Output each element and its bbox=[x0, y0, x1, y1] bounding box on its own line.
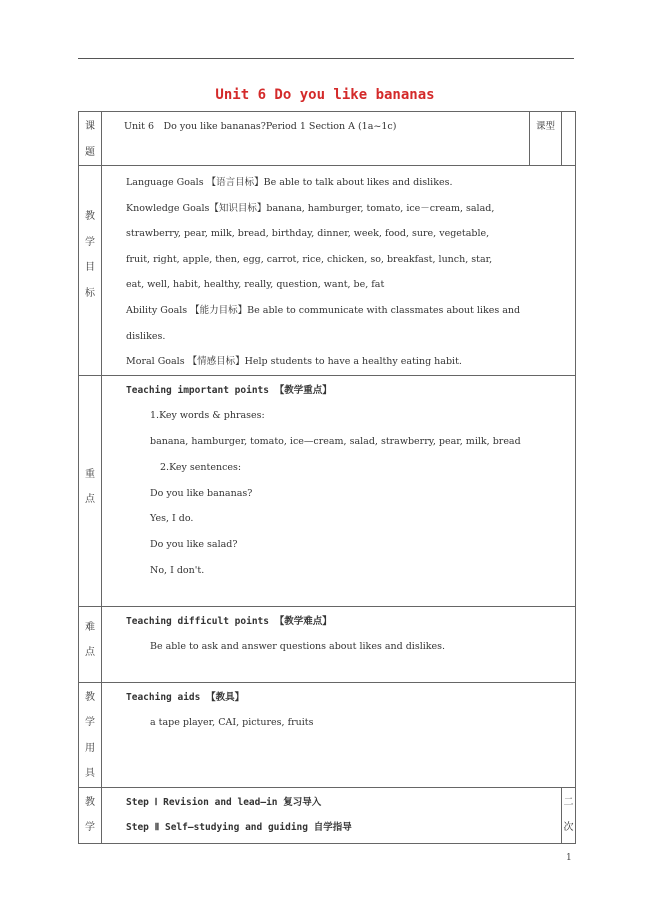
goal-line: Knowledge Goals【知识目标】banana, hamburger, tomato, ice－cream, salad, bbox=[126, 202, 495, 214]
goal-line: Language Goals 【语言目标】Be able to talk about likes and dislikes. bbox=[126, 177, 453, 188]
difficult-label-char: 点 bbox=[85, 647, 95, 659]
difficult-points-cell bbox=[102, 606, 576, 682]
topic-label-cell bbox=[79, 112, 102, 166]
difficult-label-cell bbox=[79, 606, 102, 682]
goal-line: Ability Goals 【能力目标】Be able to communicate with classmates about likes and bbox=[126, 304, 521, 316]
process-right-label-cell bbox=[562, 787, 576, 843]
process-step: Step Ⅰ Revision and lead—in 复习导入 bbox=[126, 796, 322, 808]
lesson-type-value-cell bbox=[562, 112, 576, 166]
goal-line: fruit, right, apple, then, egg, carrot, rice, chicken, so, breakfast, lunch, star, bbox=[126, 253, 493, 265]
aids-line: a tape player, CAI, pictures, fruits bbox=[150, 717, 314, 729]
process-right-label-char: 次 bbox=[563, 822, 574, 834]
aids-label-char: 教 bbox=[85, 691, 95, 703]
goals-label-char: 学 bbox=[85, 236, 95, 248]
process-row bbox=[79, 787, 576, 843]
process-steps-cell bbox=[102, 787, 562, 843]
goal-line: strawberry, pear, milk, bread, birthday, dinner, week, food, sure, vegetable, bbox=[126, 228, 490, 240]
process-label-cell bbox=[79, 787, 102, 843]
goals-label-char: 目 bbox=[85, 262, 95, 273]
aids-label-char: 具 bbox=[85, 768, 95, 780]
important-line: 1.Key words & phrases: bbox=[150, 410, 265, 422]
lesson-plan-table bbox=[78, 111, 576, 844]
important-line: No, I don't. bbox=[150, 564, 205, 576]
aids-label-cell bbox=[79, 682, 102, 787]
important-line: Yes, I do. bbox=[150, 513, 194, 525]
aids-heading: Teaching aids 【教具】 bbox=[126, 691, 245, 703]
important-label-cell bbox=[79, 375, 102, 606]
important-line: 2.Key sentences: bbox=[160, 461, 242, 473]
process-right-label-char: 二 bbox=[563, 796, 574, 808]
goals-row bbox=[79, 166, 576, 376]
important-label-char: 重 bbox=[85, 468, 95, 480]
page-number: 1 bbox=[566, 853, 572, 863]
lesson-type-label: 课型 bbox=[535, 121, 555, 132]
difficult-heading: Teaching difficult points 【教学难点】 bbox=[126, 615, 332, 627]
difficult-points-row bbox=[79, 606, 576, 682]
difficult-label-char: 难 bbox=[85, 621, 95, 633]
goals-label-cell bbox=[79, 166, 102, 376]
difficult-line: Be able to ask and answer questions about likes and dislikes. bbox=[150, 641, 446, 653]
teaching-aids-row bbox=[79, 682, 576, 787]
topic-label-char: 课 bbox=[85, 121, 95, 132]
topic-text: Unit 6 Do you like bananas?Period 1 Section A (1a~1c) bbox=[124, 121, 397, 132]
header-rule bbox=[78, 58, 574, 59]
goal-line: dislikes. bbox=[126, 330, 166, 342]
important-line: Do you like bananas? bbox=[150, 487, 253, 499]
important-line: Do you like salad? bbox=[150, 538, 238, 550]
goal-line: eat, well, habit, healthy, really, question, want, be, fat bbox=[126, 279, 385, 291]
important-points-cell bbox=[102, 375, 576, 606]
topic-label-char: 题 bbox=[85, 146, 95, 158]
goals-label-char: 标 bbox=[85, 287, 95, 299]
process-step: Step Ⅱ Self—studying and guiding 自学指导 bbox=[126, 822, 352, 834]
topic-cell bbox=[102, 112, 530, 166]
important-line: banana, hamburger, tomato, ice—cream, salad, strawberry, pear, milk, bread bbox=[150, 436, 521, 448]
topic-row bbox=[79, 112, 576, 166]
lesson-type-label-cell bbox=[530, 112, 562, 166]
important-label-char: 点 bbox=[85, 494, 95, 506]
important-heading: Teaching important points 【教学重点】 bbox=[126, 384, 332, 396]
goals-label-char: 教 bbox=[85, 211, 95, 222]
aids-label-char: 用 bbox=[85, 742, 95, 754]
process-label-char: 学 bbox=[85, 822, 95, 834]
document-title: Unit 6 Do you like bananas bbox=[215, 87, 435, 103]
process-label-char: 教 bbox=[85, 796, 95, 808]
goal-line: Moral Goals 【情感目标】Help students to have a healthy eating habit. bbox=[126, 356, 462, 368]
goals-cell bbox=[102, 166, 576, 376]
teaching-aids-cell bbox=[102, 682, 576, 787]
important-points-row bbox=[79, 375, 576, 606]
aids-label-char: 学 bbox=[85, 717, 95, 729]
